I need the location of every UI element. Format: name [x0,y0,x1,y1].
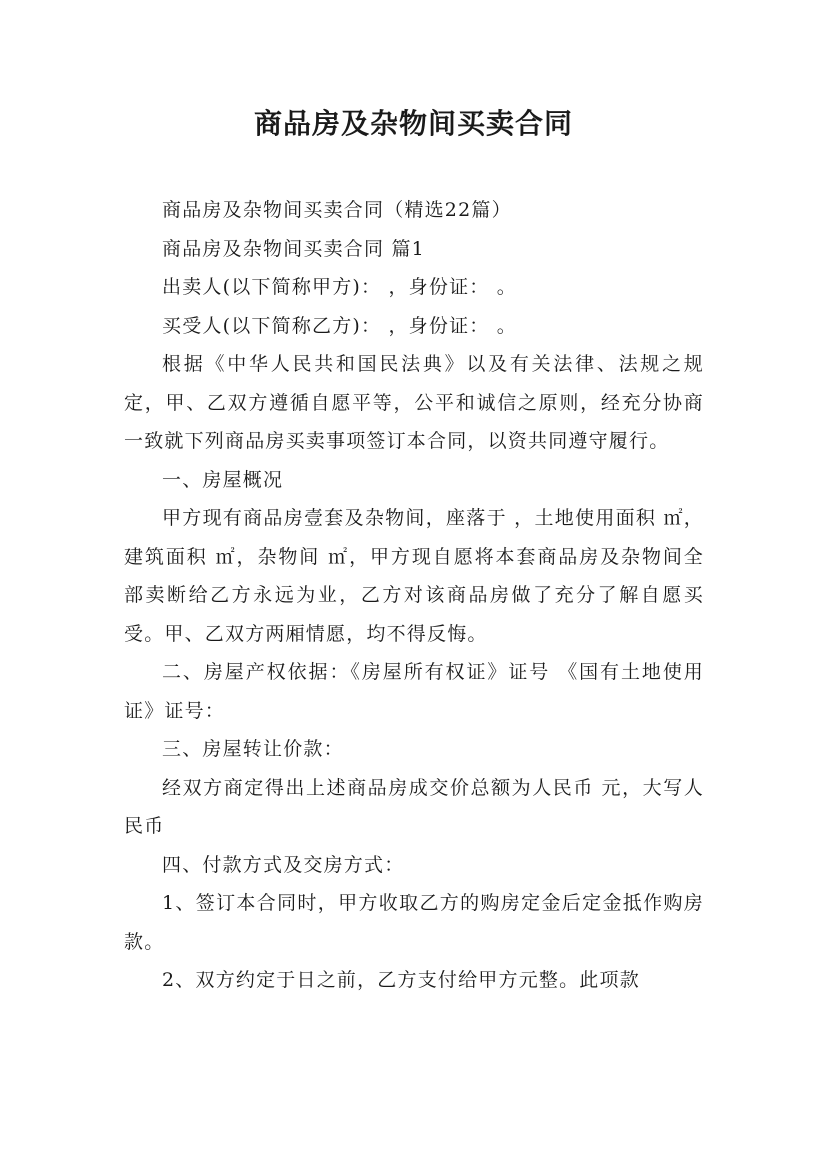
buyer-line: 买受人(以下简称乙方)： ，身份证： 。 [162,314,517,337]
section-heading: 商品房及杂物间买卖合同 篇1 [162,237,425,260]
clause-heading: 一、房屋概况 [162,468,284,491]
clause-heading: 四、付款方式及交房方式： [162,853,405,876]
price-paragraph: 经双方商定得出上述商品房成交价总额为人民币 元，大写人民币 [124,776,704,837]
preamble-paragraph: 根据《中华人民共和国民法典》以及有关法律、法规之规定，甲、乙双方遵循自愿平等，公平和诚信之原则，经充分协商一致就下列商品房买卖事项签订本合同，以资共同遵守履行。 [124,353,704,452]
document-title: 商品房及杂物间买卖合同 [253,107,573,140]
document-body [124,191,704,1000]
contract-subtitle: 商品房及杂物间买卖合同（精选22篇） [162,199,512,221]
property-rights-paragraph: 二、房屋产权依据：《房屋所有权证》证号 《国有土地使用证》证号： [124,661,704,722]
seller-line: 出卖人(以下简称甲方)： ，身份证： 。 [162,276,517,298]
payment-item: 1、签订本合同时，甲方收取乙方的购房定金后定金抵作购房款。 [124,892,704,953]
clause-heading: 三、房屋转让价款： [162,738,344,760]
property-paragraph: 甲方现有商品房壹套及杂物间，座落于 ，土地使用面积 ㎡，建筑面积 ㎡，杂物间 ㎡，甲方现自愿将本套商品房及杂物间全部卖断给乙方永远为业，乙方对该商品房做了充分了解自愿买受。甲、乙双方两厢情愿，均不得反悔。 [124,507,704,645]
payment-item: 2、双方约定于日之前，乙方支付给甲方元整。此项款 [162,969,640,991]
